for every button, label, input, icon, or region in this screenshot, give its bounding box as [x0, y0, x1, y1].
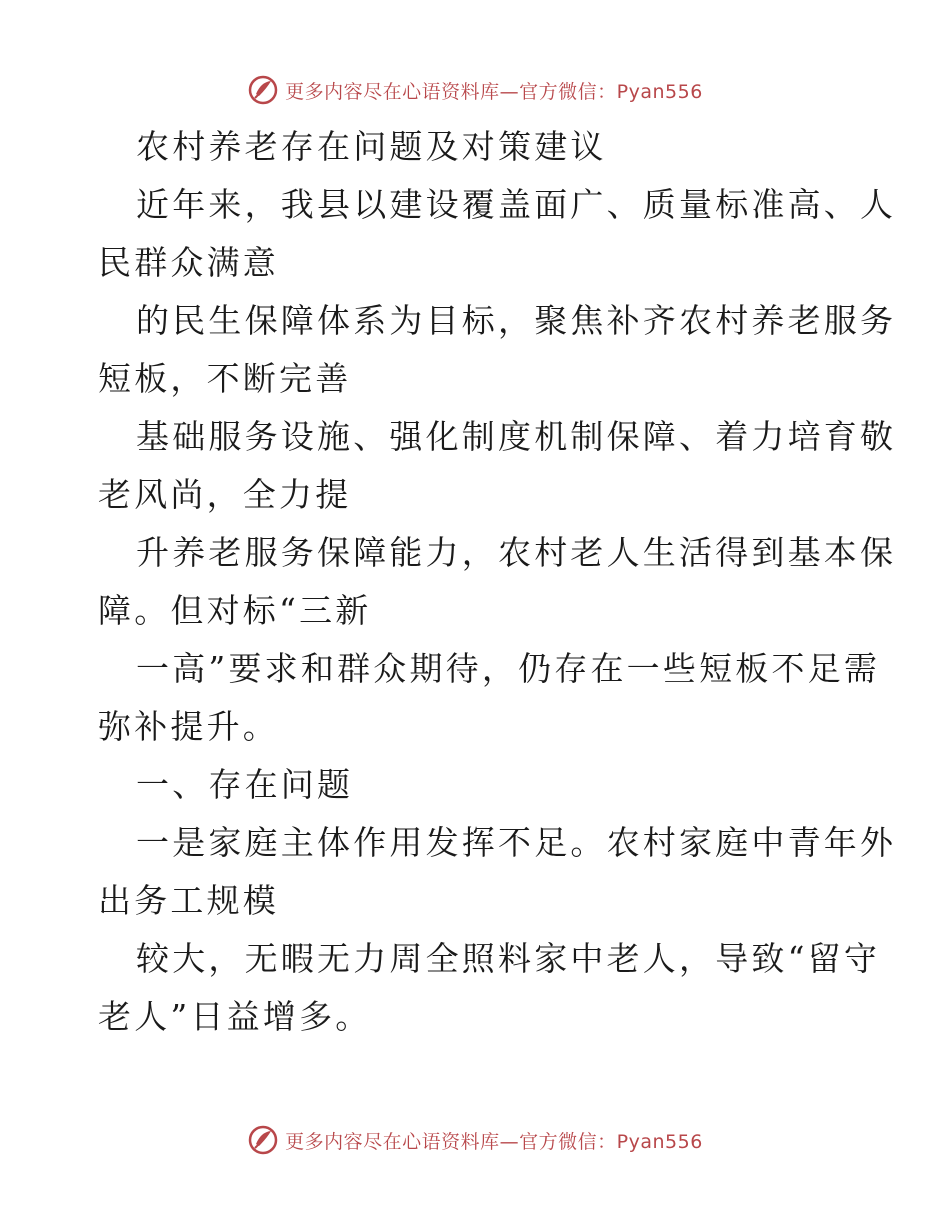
footer-watermark: [0, 1122, 950, 1158]
paragraph-line: 的民生保障体系为目标，聚焦补齐农村养老服务: [136, 301, 897, 340]
logo-icon: [247, 1124, 279, 1156]
paragraph-line: 障。但对标“三新: [98, 591, 372, 630]
header-watermark: [0, 72, 950, 108]
paragraph-line: 出务工规模: [98, 881, 279, 920]
paragraph-line: 近年来，我县以建设覆盖面广、质量标准高、人: [136, 185, 897, 224]
paragraph-line: 一高”要求和群众期待，仍存在一些短板不足需: [136, 649, 881, 688]
paragraph-line: 较大，无暇无力周全照料家中老人，导致“留守: [136, 939, 881, 978]
footer-watermark-text: 更多内容尽在心语资料库—官方微信：Pyan556: [285, 1130, 703, 1153]
section-heading: 一、存在问题: [136, 765, 354, 804]
paragraph-line: 升养老服务保障能力，农村老人生活得到基本保: [136, 533, 897, 572]
paragraph-line: 基础服务设施、强化制度机制保障、着力培育敬: [136, 417, 897, 456]
document-title: 农村养老存在问题及对策建议: [136, 127, 607, 166]
paragraph-line: 弥补提升。: [98, 707, 279, 746]
header-watermark-text: 更多内容尽在心语资料库—官方微信：Pyan556: [285, 80, 703, 103]
paragraph-line: 民群众满意: [98, 243, 279, 282]
document-body: [98, 118, 897, 1046]
logo-icon: [247, 74, 279, 106]
paragraph-line: 老人”日益增多。: [98, 997, 372, 1036]
paragraph-line: 短板，不断完善: [98, 359, 352, 398]
paragraph-line: 老风尚，全力提: [98, 475, 352, 514]
paragraph-line: 一是家庭主体作用发挥不足。农村家庭中青年外: [136, 823, 897, 862]
